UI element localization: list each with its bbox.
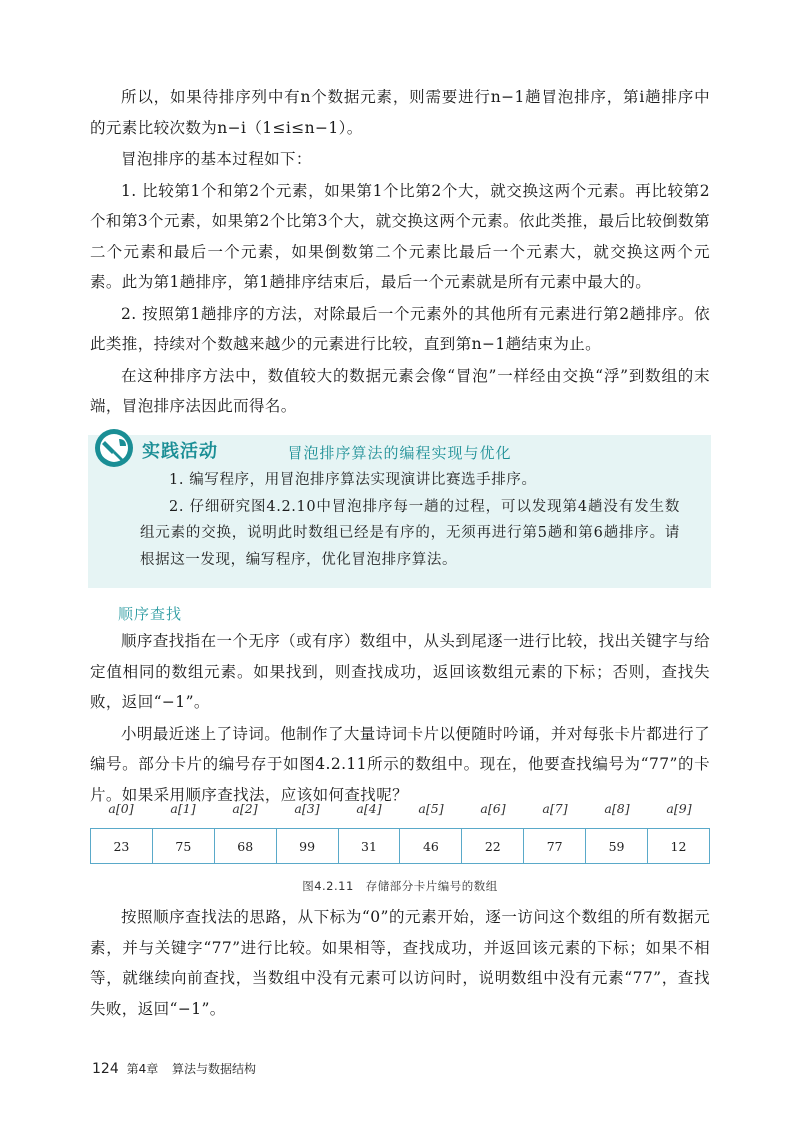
page-number: 124 bbox=[92, 1061, 119, 1077]
array-cell: 31 bbox=[338, 829, 400, 864]
array-index-label: a[3] bbox=[294, 801, 320, 816]
top-text-block bbox=[90, 82, 710, 422]
paragraph-bubble-name: 在这种排序方法中，数值较大的数据元素会像“冒泡”一样经由交换“浮”到数组的末端，冒泡排序法因此而得名。 bbox=[90, 366, 710, 415]
array-index-row bbox=[90, 801, 710, 821]
array-cell: 46 bbox=[400, 829, 462, 864]
activity-heading: 实践活动 bbox=[142, 441, 218, 462]
array-table bbox=[90, 828, 710, 864]
activity-items bbox=[140, 467, 680, 573]
array-cell: 68 bbox=[214, 829, 276, 864]
array-cell: 59 bbox=[586, 829, 648, 864]
array-index-label: a[5] bbox=[418, 801, 444, 816]
array-index-label: a[0] bbox=[108, 801, 134, 816]
array-cell: 23 bbox=[91, 829, 153, 864]
array-index-label: a[9] bbox=[666, 801, 692, 816]
paragraph-step-2: 2. 按照第1趟排序的方法，对除最后一个元素外的其他所有元素进行第2趟排序。依此类推，持续对个数越来越少的元素进行比较，直到第n−1趟结束为止。 bbox=[90, 304, 710, 353]
activity-item-2: 2. 仔细研究图4.2.10中冒泡排序每一趟的过程，可以发现第4趟没有发生数组元素的交换，说明此时数组已经是有序的，无须再进行第5趟和第6趟排序。请根据这一发现，编写程序，优化冒泡排序算法。 bbox=[140, 498, 680, 568]
paragraph-search-process: 按照顺序查找法的思路，从下标为“0”的元素开始，逐一访问这个数组的所有数据元素，并与关键字“77”进行比较。如果相等，查找成功，并返回该元素的下标；如果不相等，就继续向前查找，当数组中没有元素可以访问时，说明数组中没有元素“77”，查找失败，返回“−1”。 bbox=[90, 908, 710, 1018]
array-cell: 12 bbox=[648, 829, 710, 864]
paragraph-poem-cards: 小明最近迷上了诗词。他制作了大量诗词卡片以便随时吟诵，并对每张卡片都进行了编号。部分卡片的编号存于如图4.2.11所示的数组中。现在，他要查找编号为“77”的卡片。如果采用顺序查找法，应该如何查找呢？ bbox=[90, 724, 710, 804]
section-text-block bbox=[90, 626, 710, 810]
activity-item-1: 1. 编写程序，用冒泡排序算法实现演讲比赛选手排序。 bbox=[169, 472, 537, 488]
array-cell: 77 bbox=[524, 829, 586, 864]
array-index-label: a[8] bbox=[604, 801, 630, 816]
bottom-text-block bbox=[90, 902, 710, 1024]
array-index-label: a[6] bbox=[480, 801, 506, 816]
section-heading: 顺序查找 bbox=[118, 605, 183, 623]
figure-caption: 图4.2.11 存储部分卡片编号的数组 bbox=[302, 879, 498, 893]
array-cell: 75 bbox=[152, 829, 214, 864]
array-index-label: a[7] bbox=[542, 801, 568, 816]
array-index-label: a[1] bbox=[170, 801, 196, 816]
page-footer bbox=[92, 1060, 256, 1077]
array-cell: 99 bbox=[276, 829, 338, 864]
paragraph-bubble-count: 所以，如果待排序列中有n个数据元素，则需要进行n−1趟冒泡排序，第i趟排序中的元素比较次数为n−i（1≤i≤n−1）。 bbox=[90, 88, 710, 137]
paragraph-step-1: 1. 比较第1个和第2个元素，如果第1个比第2个大，就交换这两个元素。再比较第2个和第3个元素，如果第2个比第3个大，就交换这两个元素。依此类推，最后比较倒数第二个元素和最后一个元素，如果倒数第二个元素比最后一个元素大，就交换这两个元素。此为第1趟排序，第1趟排序结束后，最后一个元素就是所有元素中最大的。 bbox=[90, 181, 710, 291]
array-index-label: a[2] bbox=[232, 801, 258, 816]
paragraph-process-intro: 冒泡排序的基本过程如下： bbox=[121, 150, 312, 168]
array-cell: 22 bbox=[462, 829, 524, 864]
chapter-number: 第4章 bbox=[126, 1062, 159, 1076]
array-index-label: a[4] bbox=[356, 801, 382, 816]
paragraph-search-definition: 顺序查找指在一个无序（或有序）数组中，从头到尾逐一进行比较，找出关键字与给定值相同的数组元素。如果找到，则查找成功，返回该数组元素的下标；否则，查找失败，返回“−1”。 bbox=[90, 632, 710, 711]
activity-title: 冒泡排序算法的编程实现与优化 bbox=[287, 444, 512, 462]
array-value-row bbox=[91, 829, 710, 864]
practice-activity-box bbox=[88, 435, 711, 588]
chapter-title: 算法与数据结构 bbox=[172, 1062, 257, 1076]
